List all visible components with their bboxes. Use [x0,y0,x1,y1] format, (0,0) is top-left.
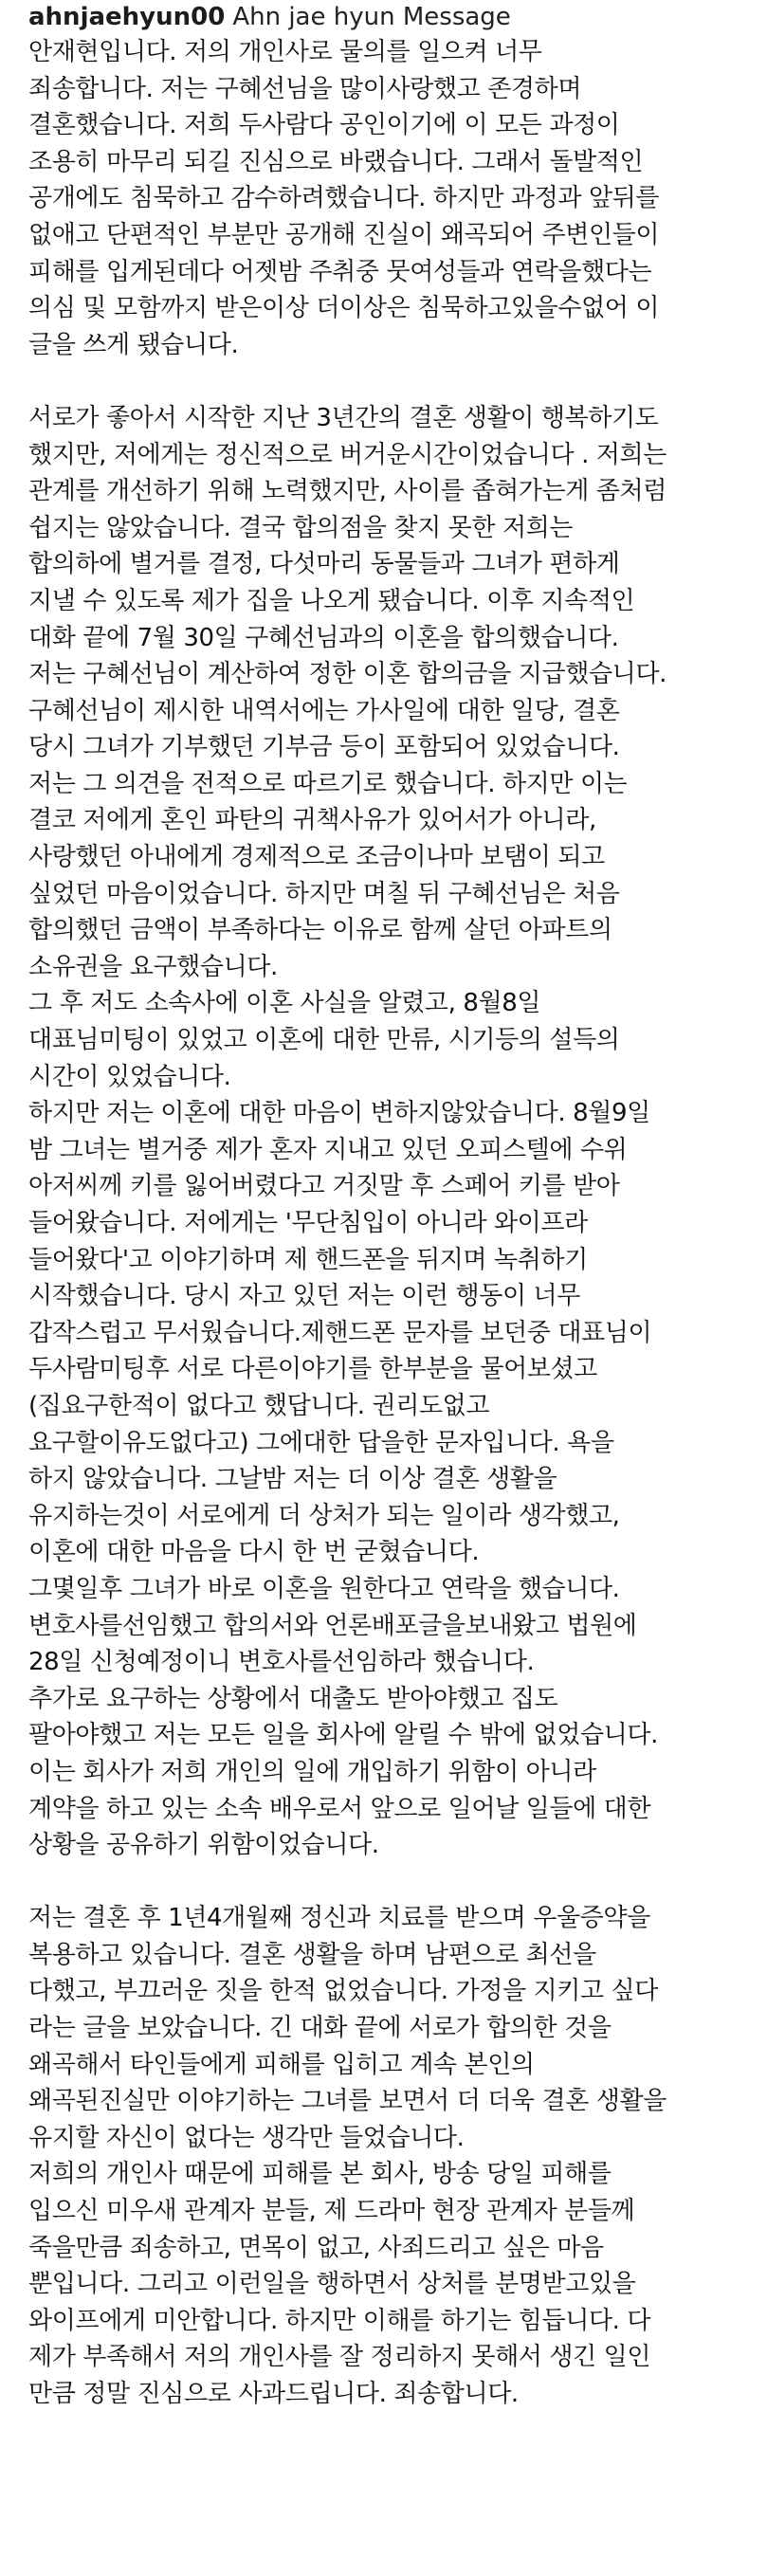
caption-line: 시작했습니다. 당시 자고 있던 저는 이런 행동이 너무 [28,1282,580,1311]
caption-line: 아저씨께 키를 잃어버렸다고 거짓말 후 스페어 키를 받아 [28,1172,620,1201]
caption-line: 왜곡된진실만 이야기하는 그녀를 보면서 더 더욱 결혼 생활을 [28,2087,667,2116]
caption-line: 지낼 수 있도록 제가 집을 나오게 됐습니다. 이후 지속적인 [28,586,635,615]
caption-line: 유지할 자신이 없다는 생각만 들었습니다. [28,2123,465,2152]
caption-line: 추가로 요구하는 상황에서 대출도 받아야했고 집도 [28,1684,558,1713]
caption-line: 죽을만큼 죄송하고, 면목이 없고, 사죄드리고 싶은 마음 [28,2233,604,2262]
caption-line: 시간이 있었습니다. [28,1062,231,1091]
caption-line: 변호사를선임했고 합의서와 언론배포글을보내왔고 법원에 [28,1611,637,1640]
caption-line: 팔아야했고 저는 모든 일을 회사에 알릴 수 밖에 없었습니다. [28,1721,658,1750]
caption-line: 싶었던 마음이었습니다. 하지만 며칠 뒤 구혜선님은 처음 [28,879,620,908]
caption-line: 이는 회사가 저희 개인의 일에 개입하기 위함이 아니라 [28,1757,596,1786]
caption-line: 저는 구혜선님이 계산하여 정한 이혼 합의금을 지급했습니다. [28,660,667,689]
caption-line: 저는 그 의견을 전적으로 따르기로 했습니다. 하지만 이는 [28,769,628,798]
caption-line: 하지만 저는 이혼에 대한 마음이 변하지않았습니다. 8월9일 [28,1099,650,1128]
caption-line: 피해를 입게된데다 어젯밤 주취중 뭇여성들과 연락을했다는 [28,257,652,286]
caption-line: (집요구한적이 없다고 했답니다. 권리도없고 [28,1391,490,1420]
caption-line: 밤 그녀는 별거중 제가 혼자 지내고 있던 오피스텔에 수위 [28,1135,628,1164]
caption-line: 하지 않았습니다. 그날밤 저는 더 이상 결혼 생활을 [28,1465,557,1494]
caption-line: 대표님미팅이 있었고 이혼에 대한 만류, 시기등의 설득의 [28,1026,620,1055]
caption-line: 죄송합니다. 저는 구혜선님을 많이사랑했고 존경하며 [28,74,582,103]
caption-line: 합의했던 금액이 부족하다는 이유로 함께 살던 아파트의 [28,916,612,945]
paragraph-break [28,1864,750,1901]
caption-line: 들어왔습니다. 저에게는 '무단침입이 아니라 와이프라 [28,1209,588,1237]
caption-line: 사랑했던 아내에게 경제적으로 조금이나마 보탬이 되고 [28,843,605,872]
caption-line: 복용하고 있습니다. 결혼 생활을 하며 남편으로 최선을 [28,1940,596,1969]
caption-line: 대화 끝에 7월 30일 구혜선님과의 이혼을 합의했습니다. [28,623,619,652]
caption-line: 뿐입니다. 그리고 이런일을 행하면서 상처를 분명받고있을 [28,2270,636,2299]
paragraph-break [28,363,750,400]
caption-line: 했지만, 저에게는 정신적으로 버거운시간이었습니다 . 저희는 [28,440,667,469]
caption-line: 저희의 개인사 때문에 피해를 본 회사, 방송 당일 피해를 [28,2160,612,2189]
caption-line: 쉽지는 않았습니다. 결국 합의점을 찾지 못한 저희는 [28,513,574,542]
caption-line: 저는 결혼 후 1년4개월째 정신과 치료를 받으며 우울증약을 [28,1904,650,1933]
caption-line: 의심 및 모함까지 받은이상 더이상은 침묵하고있을수없어 이 [28,294,660,323]
caption-line: 결코 저에게 혼인 파탄의 귀책사유가 있어서가 아니라, [28,806,596,835]
caption-body [28,34,750,2413]
caption-line: 요구할이유도없다고) 그에대한 답을한 문자입니다. 욕을 [28,1428,614,1457]
caption-line: 서로가 좋아서 시작한 지난 3년간의 결혼 생활이 행복하기도 [28,403,659,432]
caption-line: 글을 쓰게 됐습니다. [28,330,239,359]
caption-line: 그몇일후 그녀가 바로 이혼을 원한다고 연락을 했습니다. [28,1574,620,1603]
caption-line: 두사람미팅후 서로 다른이야기를 한부분을 물어보셨고 [28,1355,597,1384]
caption-line: 합의하에 별거를 결정, 다섯마리 동물들과 그녀가 편하게 [28,550,620,579]
caption-line: 안재현입니다. 저의 개인사로 물의를 일으켜 너무 [28,38,542,66]
caption-line: 소유권을 요구했습니다. [28,952,278,981]
caption-line: 계약을 하고 있는 소속 배우로서 앞으로 일어날 일들에 대한 [28,1794,651,1823]
caption-line: 제가 부족해서 저의 개인사를 잘 정리하지 못해서 생긴 일인 [28,2343,651,2372]
caption-line: 당시 그녀가 기부했던 기부금 등이 포함되어 있었습니다. [28,733,620,762]
caption-line: 다했고, 부끄러운 짓을 한적 없었습니다. 가정을 지키고 싶다 [28,1977,658,2006]
caption-line: 와이프에게 미안합니다. 하지만 이해를 하기는 힘듭니다. 다 [28,2306,651,2335]
caption-line: 왜곡해서 타인들에게 피해를 입히고 계속 본인의 [28,2050,535,2079]
caption-line: 그 후 저도 소속사에 이혼 사실을 알렸고, 8월8일 [28,989,541,1018]
caption-line: 관계를 개선하기 위해 노력했지만, 사이를 좁혀가는게 좀처럼 [28,477,667,506]
caption-line: 유지하는것이 서로에게 더 상처가 되는 일이라 생각했고, [28,1501,620,1530]
caption-line: 이혼에 대한 마음을 다시 한 번 굳혔습니다. [28,1538,480,1567]
caption-line: 입으신 미우새 관계자 분들, 제 드라마 현장 관계자 분들께 [28,2197,635,2226]
caption-line: 조용히 마무리 되길 진심으로 바랬습니다. 그래서 돌발적인 [28,147,644,176]
caption-line: 만큼 정말 진심으로 사과드립니다. 죄송합니다. [28,2380,519,2408]
caption-line: 결혼했습니다. 저희 두사람다 공인이기에 이 모든 과정이 [28,111,620,140]
caption-line: 들어왔다'고 이야기하며 제 핸드폰을 뒤지며 녹취하기 [28,1245,588,1274]
caption-title: Ahn jae hyun Message [232,3,511,31]
caption-line: 갑작스럽고 무서웠습니다.제핸드폰 문자를 보던중 대표님이 [28,1318,652,1347]
post-header [28,0,750,34]
caption-line: 구혜선님이 제시한 내역서에는 가사일에 대한 일당, 결혼 [28,696,620,725]
username-link[interactable]: ahnjaehyun00 [28,3,226,31]
caption-line: 라는 글을 보았습니다. 긴 대화 끝에 서로가 합의한 것을 [28,2014,612,2043]
caption-line: 없애고 단편적인 부분만 공개해 진실이 왜곡되어 주변인들이 [28,220,660,249]
caption-line: 공개에도 침묵하고 감수하려했습니다. 하지만 과정과 앞뒤를 [28,184,660,213]
caption-line: 28일 신청예정이니 변호사를선임하라 했습니다. [28,1648,535,1677]
caption-line: 상황을 공유하기 위함이었습니다. [28,1831,379,1860]
